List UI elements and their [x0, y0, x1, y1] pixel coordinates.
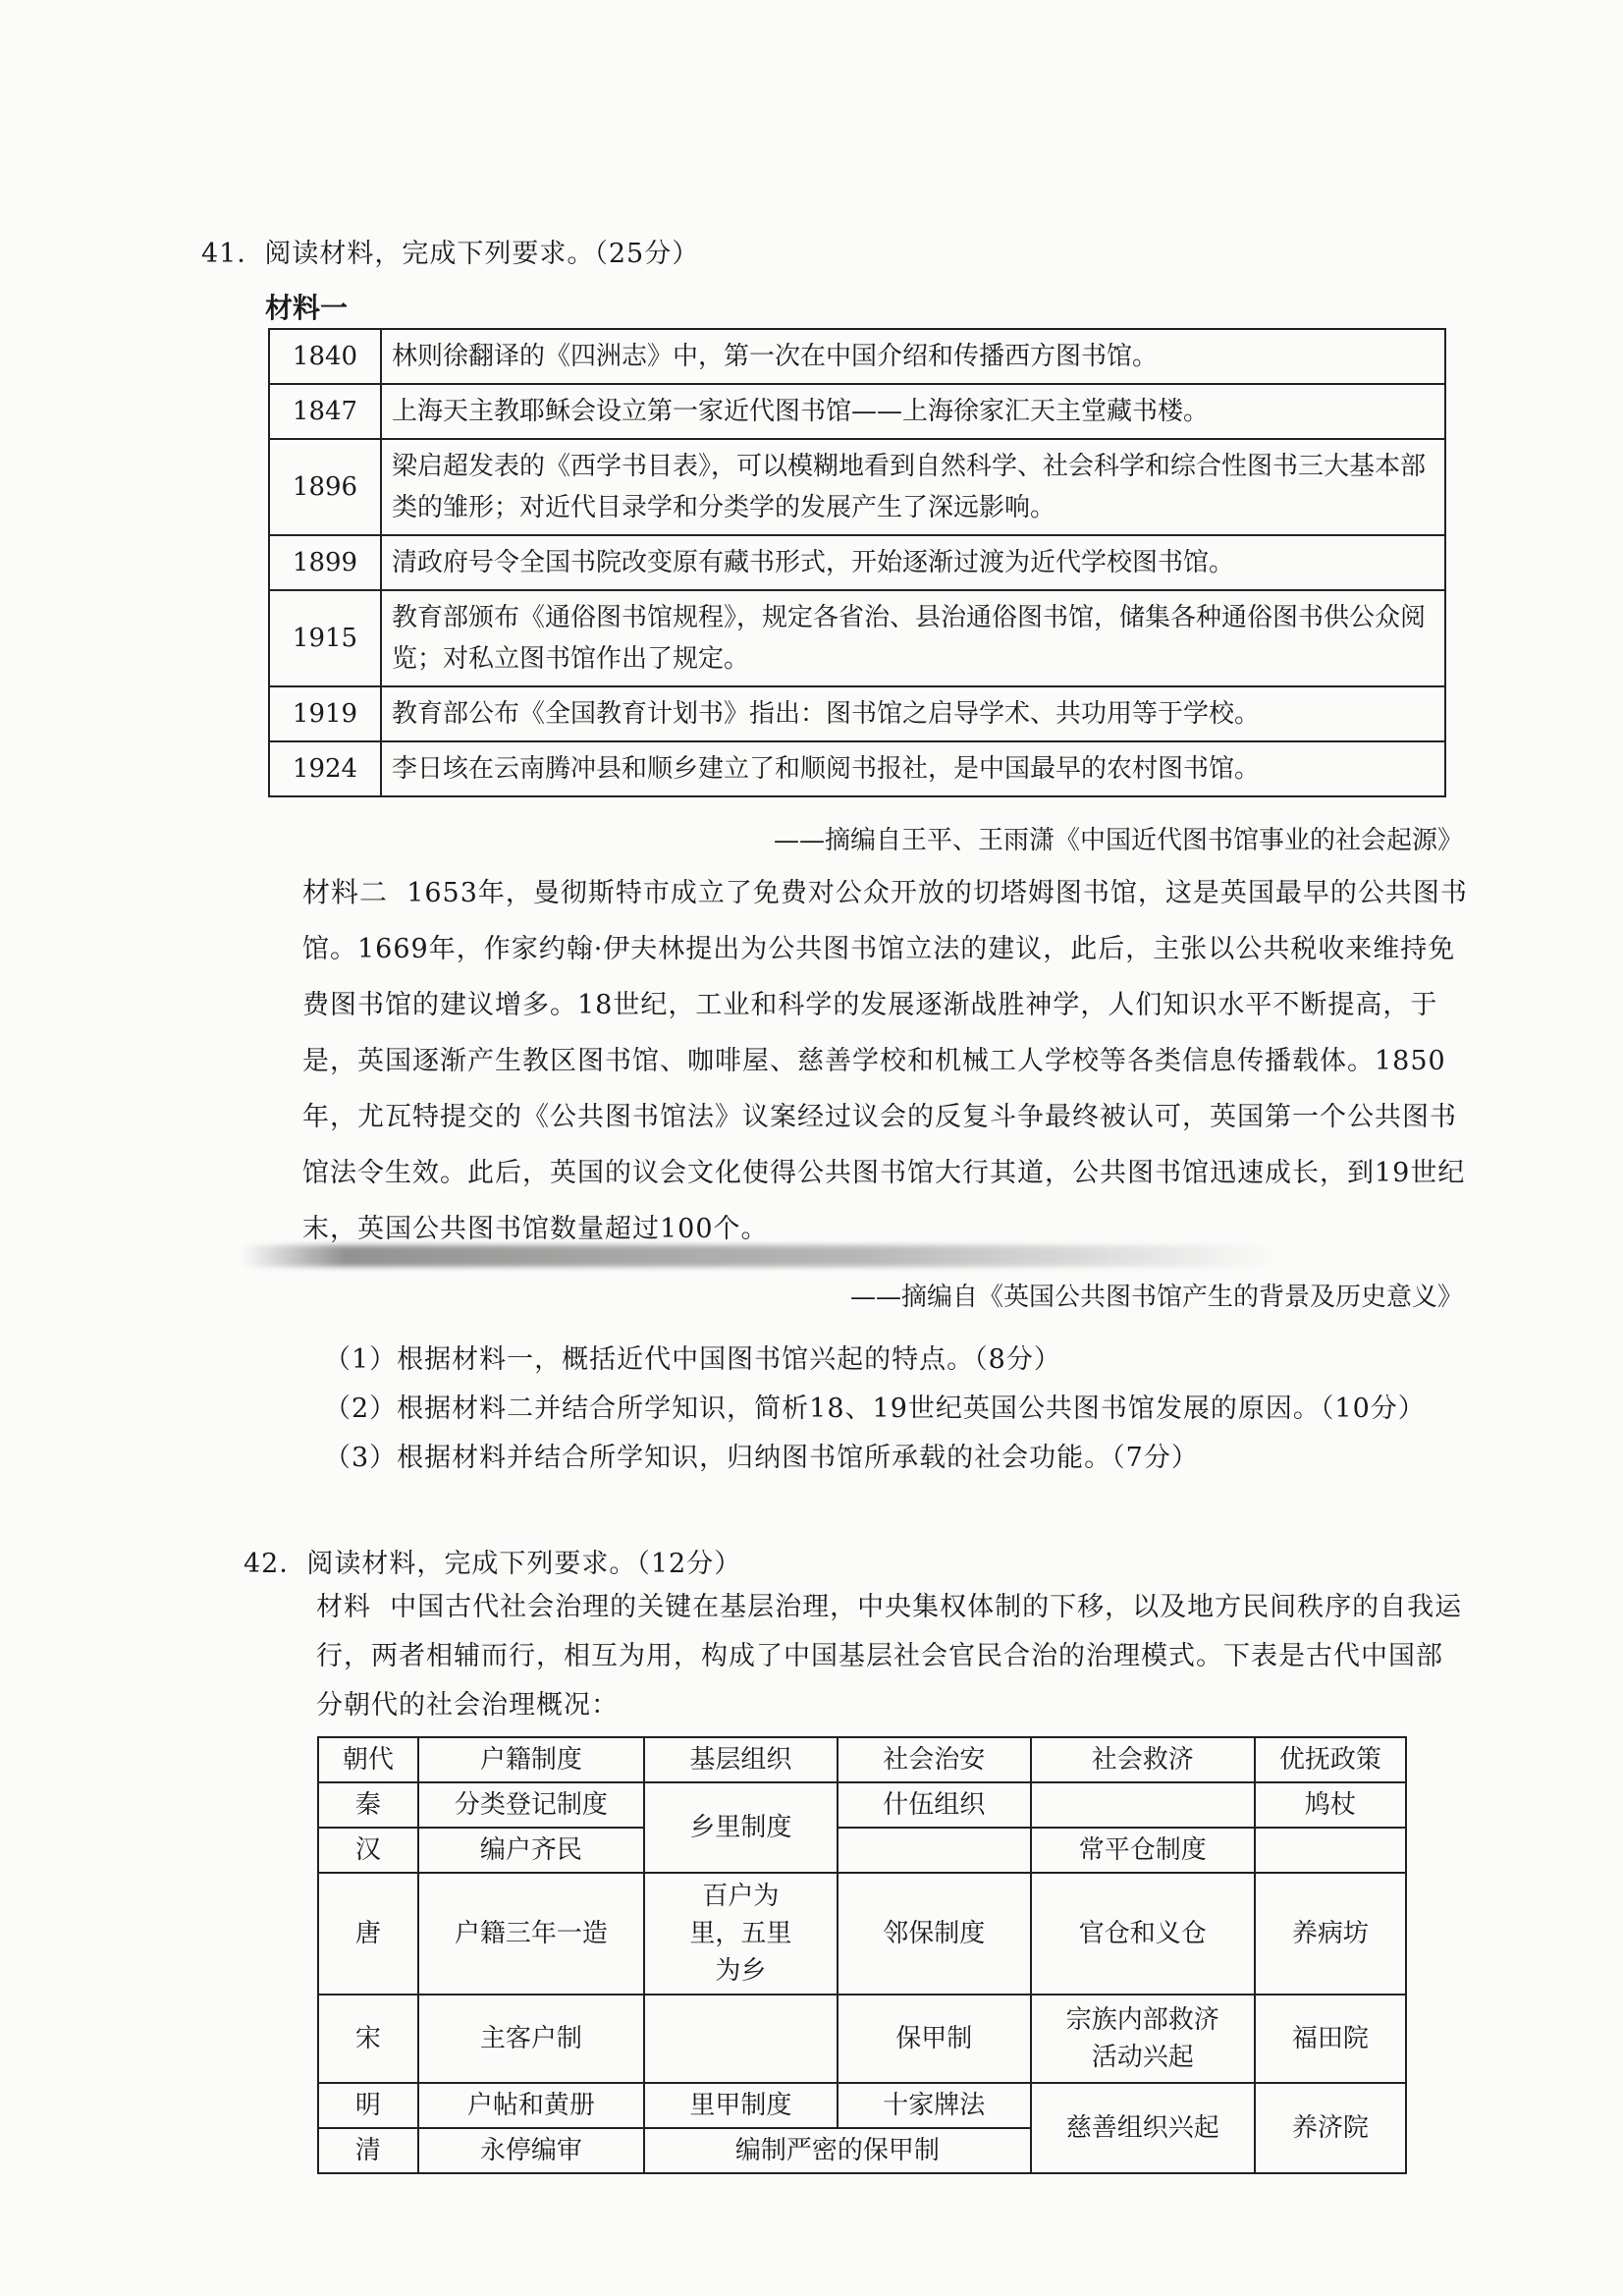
- dynasty-cell: 清: [318, 2128, 418, 2173]
- year-cell: 1847: [269, 384, 381, 439]
- table-cell: 宗族内部救济活动兴起: [1031, 1995, 1255, 2083]
- q41-sub-question-1: （1）根据材料一，概括近代中国图书馆兴起的特点。（8分）: [324, 1344, 1061, 1375]
- table-cell: 常平仓制度: [1031, 1828, 1255, 1873]
- table-row: [269, 590, 1445, 686]
- event-cell: 梁启超发表的《西学书目表》，可以模糊地看到自然科学、社会科学和综合性图书三大基本部类的雏形；对近代目录学和分类学的发展产生了深远影响。: [381, 439, 1445, 535]
- table-cell: 里甲制度: [644, 2083, 838, 2128]
- year-cell: 1924: [269, 741, 381, 796]
- table-cell: 保甲制: [838, 1995, 1031, 2083]
- table-cell: [1031, 1782, 1255, 1828]
- table-row: [269, 329, 1445, 384]
- table-row: [318, 1782, 1406, 1828]
- q42-material-label: 材料: [316, 1592, 371, 1622]
- table-cell: [1255, 1828, 1406, 1873]
- q41-sub-question-3: （3）根据材料并结合所学知识，归纳图书馆所承载的社会功能。（7分）: [324, 1443, 1199, 1473]
- table-row: [318, 1873, 1406, 1995]
- table-row: [269, 535, 1445, 590]
- table-cell: 编户齐民: [418, 1828, 644, 1873]
- year-cell: 1840: [269, 329, 381, 384]
- table-cell: 永停编审: [418, 2128, 644, 2173]
- year-cell: 1919: [269, 686, 381, 741]
- event-cell: 上海天主教耶稣会设立第一家近代图书馆——上海徐家汇天主堂藏书楼。: [381, 384, 1445, 439]
- table-row: [269, 384, 1445, 439]
- table-cell: 鸠杖: [1255, 1782, 1406, 1828]
- governance-table: [317, 1736, 1407, 2174]
- event-cell: 教育部公布《全国教育计划书》指出：图书馆之启导学术、共功用等于学校。: [381, 686, 1445, 741]
- dynasty-cell: 秦: [318, 1782, 418, 1828]
- table-cell: 百户为里，五里为乡: [644, 1873, 838, 1995]
- table-cell: 官仓和义仓: [1031, 1873, 1255, 1995]
- year-cell: 1915: [269, 590, 381, 686]
- table-cell: 慈善组织兴起: [1031, 2083, 1255, 2173]
- table-cell: 福田院: [1255, 1995, 1406, 2083]
- material1-table: [268, 328, 1446, 797]
- dynasty-cell: 明: [318, 2083, 418, 2128]
- table-cell: 养济院: [1255, 2083, 1406, 2173]
- table-row: [318, 2083, 1406, 2128]
- table-cell: [644, 1995, 838, 2083]
- table-cell: 分类登记制度: [418, 1782, 644, 1828]
- material1-source: ——摘编自王平、王雨潇《中国近代图书馆事业的社会起源》: [773, 826, 1463, 855]
- header-cell: 社会救济: [1031, 1737, 1255, 1782]
- q41-sub-question-2: （2）根据材料二并结合所学知识，简析18、19世纪英国公共图书馆发展的原因。（10分）: [324, 1394, 1426, 1424]
- table-cell: 邻保制度: [838, 1873, 1031, 1995]
- material2-source: ——摘编自《英国公共图书馆产生的背景及历史意义》: [849, 1283, 1463, 1312]
- q42-material-text: 中国古代社会治理的关键在基层治理，中央集权体制的下移，以及地方民间秩序的自我运行，两者相辅而行，相互为用，构成了中国基层社会官民合治的治理模式。下表是古代中国部分朝代的社会治理概况：: [316, 1592, 1463, 1721]
- table-cell: 什伍组织: [838, 1782, 1031, 1828]
- table-cell: 养病坊: [1255, 1873, 1406, 1995]
- table-row: [318, 1995, 1406, 2083]
- event-cell: 李日垓在云南腾冲县和顺乡建立了和顺阅书报社，是中国最早的农村图书馆。: [381, 741, 1445, 796]
- dynasty-cell: 唐: [318, 1873, 418, 1995]
- table-cell: 户帖和黄册: [418, 2083, 644, 2128]
- table-cell: 十家牌法: [838, 2083, 1031, 2128]
- table-cell: 乡里制度: [644, 1782, 838, 1873]
- dynasty-cell: 汉: [318, 1828, 418, 1873]
- table-header-row: [318, 1737, 1406, 1782]
- material1-label: 材料一: [265, 292, 349, 324]
- table-row: [269, 439, 1445, 535]
- q42-title: 42．阅读材料，完成下列要求。（12分）: [243, 1549, 742, 1579]
- q42-material-paragraph: [316, 1583, 1470, 1730]
- table-cell: 编制严密的保甲制: [644, 2128, 1031, 2173]
- event-cell: 清政府号令全国书院改变原有藏书形式，开始逐渐过渡为近代学校图书馆。: [381, 535, 1445, 590]
- header-cell: 基层组织: [644, 1737, 838, 1782]
- header-cell: 社会治安: [838, 1737, 1031, 1782]
- table-cell: 户籍三年一造: [418, 1873, 644, 1995]
- header-cell: 户籍制度: [418, 1737, 644, 1782]
- event-cell: 林则徐翻译的《四洲志》中，第一次在中国介绍和传播西方图书馆。: [381, 329, 1445, 384]
- table-row: [269, 741, 1445, 796]
- table-cell: [838, 1828, 1031, 1873]
- table-row: [269, 686, 1445, 741]
- header-cell: 优抚政策: [1255, 1737, 1406, 1782]
- material2-paragraph: [302, 864, 1471, 1257]
- material2-text: 1653年，曼彻斯特市成立了免费对公众开放的切塔姆图书馆，这是英国最早的公共图书馆。1669年，作家约翰·伊夫林提出为公共图书馆立法的建议，此后，主张以公共税收来维持免费图书馆的建议增多。18世纪，工业和科学的发展逐渐战胜神学，人们知识水平不断提高，于是，英国逐渐产生教区图书馆、咖啡屋、慈善学校和机械工人学校等各类信息传播载体。1850年，尤瓦特提交的《公共图书馆法》议案经过议会的反复斗争最终被认可，英国第一个公共图书馆法令生效。此后，英国的议会文化使得公共图书馆大行其道，公共图书馆迅速成长，到19世纪末，英国公共图书馆数量超过100个。: [302, 878, 1468, 1244]
- material2-label: 材料二: [302, 876, 389, 908]
- event-cell: 教育部颁布《通俗图书馆规程》，规定各省治、县治通俗图书馆，储集各种通俗图书供公众阅览；对私立图书馆作出了规定。: [381, 590, 1445, 686]
- header-cell: 朝代: [318, 1737, 418, 1782]
- table-cell: 主客户制: [418, 1995, 644, 2083]
- table-row: [318, 1828, 1406, 1873]
- year-cell: 1899: [269, 535, 381, 590]
- dynasty-cell: 宋: [318, 1995, 418, 2083]
- scan-smudge: [241, 1245, 1281, 1267]
- year-cell: 1896: [269, 439, 381, 535]
- q41-title: 41．阅读材料，完成下列要求。（25分）: [201, 239, 700, 269]
